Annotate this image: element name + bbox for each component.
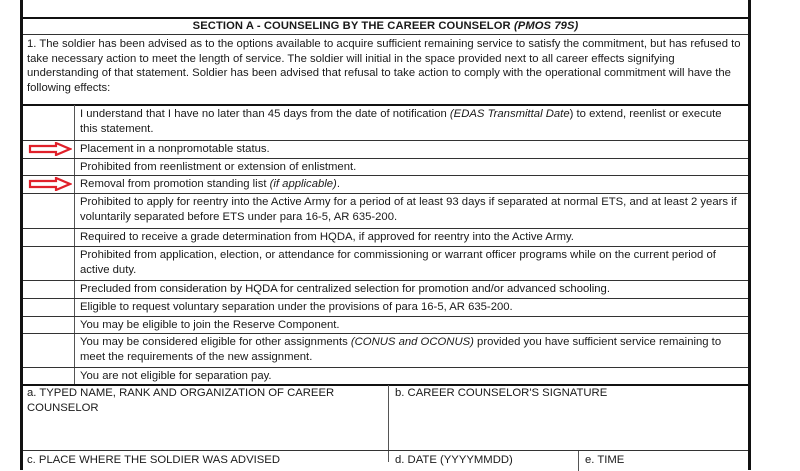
effect-text: Removal from promotion standing list — [80, 178, 270, 190]
effect-row-text — [80, 300, 740, 315]
divider — [23, 140, 748, 141]
field-divider — [578, 451, 579, 471]
initials-box[interactable] — [23, 158, 74, 175]
effect-text: Required to receive a grade determination from HQDA, if approved for reentry into the Active Army. — [80, 231, 574, 243]
effect-text: Eligible to request voluntary separation under the provisions of para 16-5, AR 635-200. — [80, 301, 513, 313]
initials-box[interactable] — [23, 298, 74, 316]
effect-text: Placement in a nonpromotable status. — [80, 143, 270, 155]
field-d-label: d. DATE (YYYYMMDD) — [395, 454, 513, 466]
field-e-label: e. TIME — [585, 454, 625, 466]
effect-row-text — [80, 369, 740, 384]
effect-row-text — [80, 230, 740, 245]
divider — [23, 333, 748, 334]
da-form-section-a — [20, 0, 751, 470]
effect-text: Prohibited to apply for reentry into the Active Army for a period of at least 93 days if separated at normal ETS, and at least 2 years if voluntarily separated before ETS under para 16-5, AR 635-200. — [80, 196, 737, 223]
divider — [23, 158, 748, 159]
divider — [23, 246, 748, 247]
divider — [23, 450, 748, 451]
divider — [23, 34, 748, 35]
effect-row-text — [80, 160, 740, 175]
field-b-label: b. CAREER COUNSELOR'S SIGNATURE — [395, 387, 608, 399]
effect-row-text — [80, 282, 740, 297]
effect-text: Prohibited from reenlistment or extension of enlistment. — [80, 161, 357, 173]
effect-row-text — [80, 248, 740, 277]
divider — [23, 316, 748, 317]
effect-text: You may be considered eligible for other assignments — [80, 336, 351, 348]
effect-row-text — [80, 318, 740, 333]
intro-paragraph: 1. The soldier has been advised as to the options available to acquire sufficient remaining service to satisfy the commitment, but has refused to take necessary action to meet the length of service. The soldier will initial in the space provided next to all career effects signifying understanding of that statement. Soldier has been advised that refusal to take action to comply with the operational commitment will have the following effects: — [27, 38, 741, 94]
field-c-label: c. PLACE WHERE THE SOLDIER WAS ADVISED — [27, 454, 280, 466]
divider — [23, 228, 748, 229]
initials-box[interactable] — [23, 280, 74, 298]
divider — [23, 175, 748, 176]
initials-box[interactable] — [23, 367, 74, 384]
divider — [23, 280, 748, 281]
section-title — [23, 20, 748, 35]
effect-text: provided you have sufficient service remaining to meet the requirements of the new assignment. — [80, 336, 722, 363]
initials-column-divider — [74, 105, 75, 384]
initials-box[interactable] — [23, 246, 74, 280]
divider — [23, 17, 748, 19]
field-a-label: a. TYPED NAME, RANK AND ORGANIZATION OF CAREER COUNSELOR — [27, 387, 335, 414]
effect-text-italic: (EDAS Transmittal Date — [449, 108, 570, 120]
effect-row-text — [80, 107, 740, 136]
effect-text: Prohibited from application, election, or attendance for commissioning or warrant officer programs while on the current period of active duty. — [80, 249, 716, 276]
effect-row-text — [80, 195, 740, 224]
effect-row-text — [80, 142, 740, 157]
section-title-pmos: (PMOS 79S) — [513, 20, 579, 32]
initials-box[interactable] — [23, 228, 74, 246]
effect-text: ) to extend, reenlist or execute this statement. — [80, 108, 722, 135]
effect-text-italic: (CONUS and OCONUS) — [350, 336, 474, 348]
effect-row-text — [80, 335, 740, 364]
arrow-right-icon — [28, 177, 72, 191]
effect-text-italic: (if applicable) — [269, 178, 337, 190]
divider — [23, 193, 748, 194]
initials-box[interactable] — [23, 316, 74, 333]
effect-text: Precluded from consideration by HQDA for centralized selection for promotion and/or advanced schooling. — [80, 283, 610, 295]
divider — [23, 104, 748, 106]
effect-text: You are not eligible for separation pay. — [80, 370, 272, 382]
section-title-text: SECTION A - COUNSELING BY THE CAREER COUNSELOR — [192, 20, 511, 32]
effect-text: You may be eligible to join the Reserve Component. — [80, 319, 340, 331]
divider — [23, 298, 748, 299]
initials-box[interactable] — [23, 193, 74, 228]
effect-text: . — [336, 178, 340, 190]
effect-text: I understand that I have no later than 45 days from the date of notification — [80, 108, 450, 120]
arrow-right-icon — [28, 142, 72, 156]
effect-row-text — [80, 177, 740, 192]
initials-box[interactable] — [23, 105, 74, 140]
initials-box[interactable] — [23, 333, 74, 367]
divider — [23, 367, 748, 368]
